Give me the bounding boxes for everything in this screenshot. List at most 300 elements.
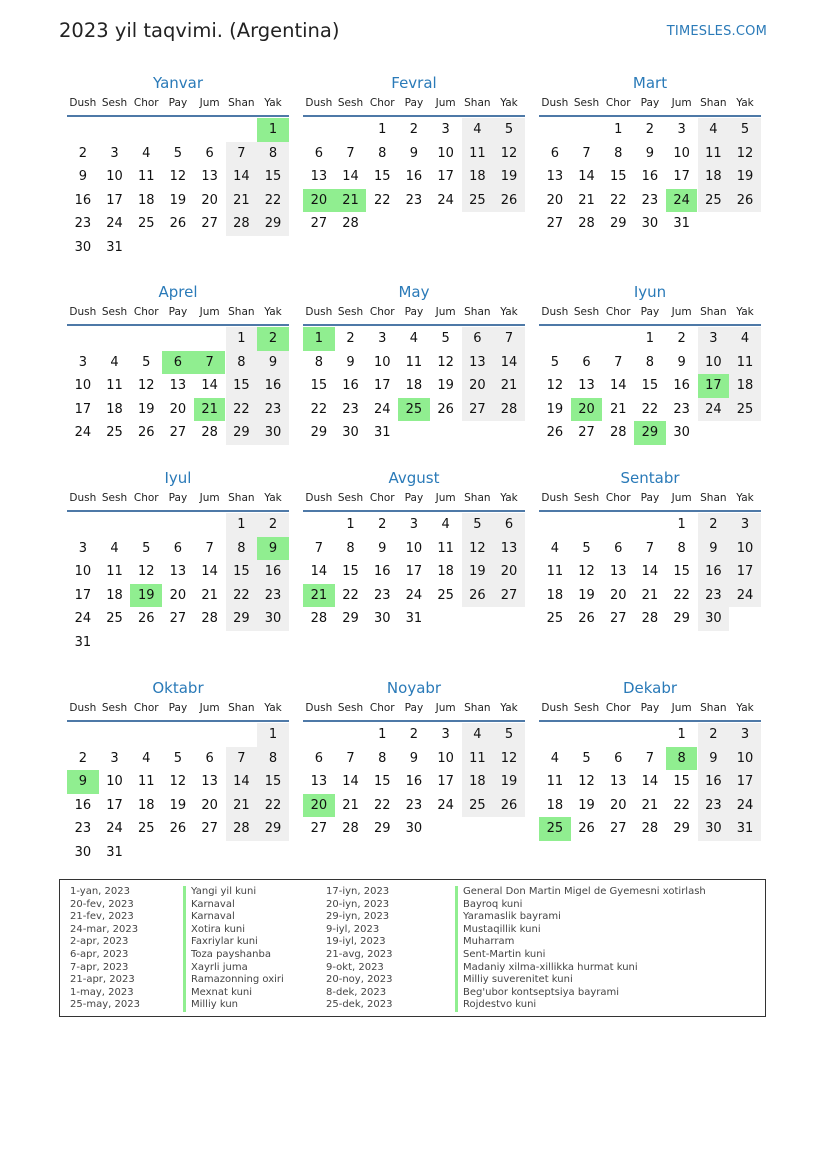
day-cell: 8 bbox=[346, 540, 355, 556]
day-cell: 31 bbox=[106, 240, 123, 255]
day-cell: 12 bbox=[462, 537, 494, 561]
day-cell: 10 bbox=[74, 378, 92, 394]
day-cell: 13 bbox=[609, 564, 627, 580]
legend-marker bbox=[455, 949, 458, 962]
day-cell: 30 bbox=[641, 216, 659, 232]
day-cell: 17 bbox=[373, 378, 391, 394]
weekday-label: Shan bbox=[700, 702, 727, 714]
day-cell: 12 bbox=[578, 564, 595, 580]
day-cell: 27 bbox=[609, 611, 627, 627]
legend-holiday-name: Sent-Martin kuni bbox=[463, 949, 546, 960]
day-cell: 24 bbox=[437, 797, 454, 813]
day-cell: 29 bbox=[609, 216, 627, 232]
day-cell: 28 bbox=[578, 216, 595, 232]
day-cell: 28 bbox=[641, 821, 659, 837]
legend-holiday-name: Toza payshanba bbox=[191, 949, 271, 960]
legend-marker bbox=[183, 911, 186, 924]
weekday-label: Dush bbox=[541, 702, 569, 714]
day-cell: 5 bbox=[550, 354, 559, 370]
day-cell: 15 bbox=[310, 378, 328, 394]
weekday-label: Jum bbox=[199, 492, 220, 504]
month-name: Iyul bbox=[164, 469, 192, 487]
day-cell: 15 bbox=[673, 774, 690, 790]
weekday-label: Yak bbox=[500, 492, 518, 504]
day-cell: 6 bbox=[614, 750, 623, 766]
day-cell: 21 bbox=[609, 401, 627, 417]
day-cell: 17 bbox=[106, 797, 123, 813]
legend-date: 24-mar, 2023 bbox=[70, 923, 139, 935]
legend-marker bbox=[455, 962, 458, 975]
day-cell: 14 bbox=[201, 564, 218, 580]
day-cell: 16 bbox=[257, 374, 289, 398]
legend-marker bbox=[455, 899, 458, 912]
day-cell: 3 bbox=[729, 513, 761, 537]
month-name: May bbox=[398, 283, 430, 301]
day-cell: 6 bbox=[614, 540, 623, 556]
day-cell: 16 bbox=[342, 378, 359, 394]
day-cell: 31 bbox=[74, 635, 92, 650]
weekday-label: Pay bbox=[168, 306, 188, 318]
day-cell: 27 bbox=[310, 216, 328, 232]
weekday-label: Yak bbox=[500, 97, 518, 109]
day-cell: 3 bbox=[729, 723, 761, 747]
day-cell: 11 bbox=[405, 354, 423, 370]
day-cell: 29 bbox=[673, 821, 690, 837]
day-cell: 5 bbox=[173, 750, 183, 766]
day-cell: 23 bbox=[673, 401, 690, 417]
holiday-day-cell: 19 bbox=[130, 584, 162, 608]
day-cell: 7 bbox=[205, 540, 214, 556]
day-cell: 25 bbox=[137, 216, 155, 232]
day-cell: 2 bbox=[78, 750, 87, 766]
day-cell: 20 bbox=[546, 192, 564, 208]
weekday-label: Chor bbox=[605, 306, 631, 318]
day-cell: 4 bbox=[441, 517, 450, 532]
day-cell: 19 bbox=[578, 797, 595, 813]
day-cell: 11 bbox=[137, 774, 155, 790]
day-cell: 8 bbox=[226, 351, 258, 375]
weekday-label: Dush bbox=[541, 97, 569, 109]
day-cell: 24 bbox=[405, 587, 423, 603]
day-cell: 13 bbox=[578, 378, 595, 394]
day-cell: 2 bbox=[409, 122, 419, 137]
month-name: Avgust bbox=[388, 469, 440, 487]
weekday-label: Sesh bbox=[337, 97, 364, 109]
day-cell: 31 bbox=[405, 611, 423, 627]
day-cell: 7 bbox=[346, 145, 355, 161]
day-cell: 26 bbox=[169, 821, 187, 837]
weekday-label: Chor bbox=[605, 702, 631, 714]
day-cell: 29 bbox=[257, 212, 289, 236]
legend-date: 20-fev, 2023 bbox=[70, 898, 134, 910]
day-cell: 16 bbox=[405, 774, 423, 790]
day-cell: 30 bbox=[373, 611, 391, 627]
day-cell: 6 bbox=[314, 750, 323, 766]
weekday-label: Yak bbox=[500, 702, 518, 714]
weekday-label: Jum bbox=[671, 492, 692, 504]
day-cell: 25 bbox=[698, 189, 730, 213]
day-cell: 24 bbox=[729, 584, 761, 608]
holiday-day-cell: 2 bbox=[257, 327, 289, 351]
weekday-label: Sesh bbox=[337, 306, 364, 318]
day-cell: 24 bbox=[74, 611, 92, 627]
day-cell: 20 bbox=[201, 797, 218, 813]
day-cell: 4 bbox=[550, 540, 559, 556]
weekday-label: Pay bbox=[640, 702, 660, 714]
day-cell: 26 bbox=[462, 584, 494, 608]
day-cell: 9 bbox=[698, 747, 730, 771]
day-cell: 17 bbox=[673, 169, 690, 185]
day-cell: 19 bbox=[437, 378, 454, 394]
day-cell: 18 bbox=[462, 165, 494, 189]
day-cell: 7 bbox=[614, 354, 623, 370]
day-cell: 23 bbox=[74, 216, 92, 232]
day-cell: 29 bbox=[342, 611, 359, 627]
day-cell: 9 bbox=[257, 351, 289, 375]
holiday-day-cell: 24 bbox=[666, 189, 698, 213]
day-cell: 1 bbox=[257, 723, 289, 747]
legend-holiday-name: Mustaqillik kuni bbox=[463, 923, 541, 935]
legend-date: 17-iyn, 2023 bbox=[326, 886, 390, 897]
day-cell: 14 bbox=[641, 774, 659, 790]
legend-date: 1-yan, 2023 bbox=[70, 886, 130, 897]
weekday-label: Yak bbox=[264, 306, 282, 318]
day-cell: 6 bbox=[205, 145, 214, 161]
weekday-label: Dush bbox=[69, 492, 97, 504]
day-cell: 6 bbox=[173, 540, 183, 556]
weekday-label: Jum bbox=[199, 97, 220, 109]
header-rule bbox=[303, 324, 525, 326]
day-cell: 29 bbox=[226, 607, 258, 631]
weekday-label: Sesh bbox=[337, 492, 364, 504]
legend-date: 20-noy, 2023 bbox=[326, 974, 393, 986]
day-cell: 3 bbox=[441, 727, 450, 742]
day-cell: 30 bbox=[405, 821, 423, 837]
day-cell: 4 bbox=[142, 750, 151, 766]
legend-holiday-name: Karnaval bbox=[191, 911, 235, 923]
day-cell: 1 bbox=[378, 122, 387, 137]
day-cell: 3 bbox=[110, 145, 119, 161]
header-rule bbox=[303, 720, 525, 722]
month-name: Oktabr bbox=[152, 679, 204, 697]
brand-link[interactable]: TIMESLES.COM bbox=[666, 24, 767, 39]
day-cell: 30 bbox=[74, 845, 92, 860]
day-cell: 28 bbox=[641, 611, 659, 627]
day-cell: 18 bbox=[546, 587, 564, 603]
day-cell: 6 bbox=[314, 145, 323, 161]
day-cell: 31 bbox=[673, 216, 690, 232]
day-cell: 13 bbox=[201, 774, 218, 790]
day-cell: 19 bbox=[578, 587, 595, 603]
day-cell: 4 bbox=[110, 540, 119, 556]
day-cell: 1 bbox=[226, 513, 258, 537]
day-cell: 17 bbox=[437, 169, 454, 185]
day-cell: 15 bbox=[641, 378, 659, 394]
holiday-day-cell: 25 bbox=[539, 817, 571, 841]
day-cell: 3 bbox=[441, 122, 450, 137]
day-cell: 12 bbox=[437, 354, 454, 370]
day-cell: 22 bbox=[641, 401, 659, 417]
day-cell: 24 bbox=[106, 216, 123, 232]
day-cell: 27 bbox=[493, 584, 525, 608]
day-cell: 28 bbox=[493, 398, 525, 422]
day-cell: 30 bbox=[257, 421, 289, 445]
holiday-day-cell: 21 bbox=[194, 398, 226, 422]
weekday-label: Shan bbox=[700, 97, 727, 109]
day-cell: 23 bbox=[373, 587, 391, 603]
day-cell: 18 bbox=[405, 378, 423, 394]
day-cell: 14 bbox=[342, 169, 359, 185]
day-cell: 16 bbox=[405, 169, 423, 185]
header-rule bbox=[539, 324, 761, 326]
day-cell: 26 bbox=[578, 821, 595, 837]
holiday-day-cell: 20 bbox=[571, 398, 603, 422]
day-cell: 10 bbox=[405, 540, 423, 556]
holiday-legend bbox=[59, 879, 766, 1017]
legend-holiday-name: Mexnat kuni bbox=[191, 986, 253, 998]
day-cell: 19 bbox=[169, 797, 187, 813]
day-cell: 28 bbox=[226, 212, 258, 236]
legend-marker bbox=[183, 999, 186, 1012]
day-cell: 26 bbox=[578, 611, 595, 627]
legend-date: 9-iyl, 2023 bbox=[326, 923, 380, 935]
day-cell: 12 bbox=[169, 169, 187, 185]
legend-holiday-name: Karnaval bbox=[191, 898, 235, 910]
day-cell: 2 bbox=[645, 122, 655, 137]
day-cell: 28 bbox=[310, 611, 328, 627]
weekday-label: Jum bbox=[671, 97, 692, 109]
day-cell: 10 bbox=[437, 750, 454, 766]
holiday-day-cell: 7 bbox=[194, 351, 226, 375]
legend-holiday-name: Yaramaslik bayrami bbox=[463, 911, 561, 923]
day-cell: 6 bbox=[462, 327, 494, 351]
day-cell: 20 bbox=[169, 587, 187, 603]
weekday-label: Pay bbox=[640, 492, 660, 504]
day-cell: 2 bbox=[78, 145, 87, 161]
day-cell: 8 bbox=[645, 354, 655, 370]
header-rule bbox=[67, 324, 289, 326]
day-cell: 31 bbox=[373, 425, 391, 441]
day-cell: 17 bbox=[729, 560, 761, 584]
weekday-label: Jum bbox=[671, 702, 692, 714]
legend-date: 25-dek, 2023 bbox=[326, 999, 393, 1011]
day-cell: 10 bbox=[106, 169, 123, 185]
day-cell: 7 bbox=[645, 750, 655, 766]
header-rule bbox=[303, 510, 525, 512]
month-name: Mart bbox=[632, 74, 668, 92]
day-cell: 22 bbox=[226, 398, 258, 422]
day-cell: 17 bbox=[729, 770, 761, 794]
header-rule bbox=[539, 115, 761, 117]
day-cell: 22 bbox=[257, 794, 289, 818]
day-cell: 12 bbox=[729, 142, 761, 166]
day-cell: 14 bbox=[201, 378, 218, 394]
day-cell: 2 bbox=[409, 727, 419, 742]
day-cell: 31 bbox=[729, 817, 761, 841]
day-cell: 9 bbox=[78, 169, 87, 185]
day-cell: 1 bbox=[677, 727, 686, 742]
day-cell: 8 bbox=[677, 540, 686, 556]
month-name: Yanvar bbox=[152, 74, 204, 92]
legend-date: 19-iyl, 2023 bbox=[326, 936, 386, 948]
day-cell: 7 bbox=[493, 327, 525, 351]
weekday-label: Dush bbox=[305, 492, 333, 504]
holiday-day-cell: 21 bbox=[335, 189, 367, 213]
day-cell: 24 bbox=[729, 794, 761, 818]
day-cell: 23 bbox=[405, 192, 423, 208]
day-cell: 12 bbox=[493, 747, 525, 771]
day-cell: 11 bbox=[462, 747, 494, 771]
header-rule bbox=[303, 115, 525, 117]
day-cell: 22 bbox=[673, 587, 690, 603]
holiday-day-cell: 1 bbox=[303, 327, 335, 351]
day-cell: 8 bbox=[226, 537, 258, 561]
day-cell: 5 bbox=[142, 354, 151, 370]
day-cell: 22 bbox=[342, 587, 359, 603]
day-cell: 19 bbox=[493, 165, 525, 189]
day-cell: 23 bbox=[257, 584, 289, 608]
weekday-label: Shan bbox=[228, 306, 255, 318]
legend-holiday-name: Madaniy xilma-xillikka hurmat kuni bbox=[463, 961, 638, 973]
weekday-label: Shan bbox=[464, 492, 491, 504]
weekday-label: Chor bbox=[133, 97, 159, 109]
month-name: Noyabr bbox=[386, 679, 442, 697]
day-cell: 12 bbox=[493, 142, 525, 166]
day-cell: 3 bbox=[409, 517, 419, 532]
weekday-label: Chor bbox=[369, 492, 395, 504]
day-cell: 16 bbox=[257, 560, 289, 584]
weekday-label: Chor bbox=[133, 306, 159, 318]
day-cell: 17 bbox=[437, 774, 454, 790]
holiday-day-cell: 9 bbox=[67, 770, 99, 794]
legend-date: 21-avg, 2023 bbox=[326, 949, 393, 960]
day-cell: 25 bbox=[462, 189, 494, 213]
day-cell: 22 bbox=[310, 401, 328, 417]
day-cell: 28 bbox=[226, 817, 258, 841]
day-cell: 22 bbox=[373, 192, 391, 208]
weekday-label: Pay bbox=[404, 306, 424, 318]
legend-marker bbox=[183, 936, 186, 949]
weekday-label: Pay bbox=[640, 306, 660, 318]
day-cell: 2 bbox=[677, 331, 686, 346]
day-cell: 19 bbox=[493, 770, 525, 794]
day-cell: 20 bbox=[462, 374, 494, 398]
day-cell: 18 bbox=[698, 165, 730, 189]
day-cell: 11 bbox=[698, 142, 730, 166]
day-cell: 15 bbox=[673, 564, 690, 580]
day-cell: 22 bbox=[673, 797, 690, 813]
day-cell: 10 bbox=[74, 564, 92, 580]
day-cell: 23 bbox=[342, 401, 359, 417]
day-cell: 15 bbox=[226, 374, 258, 398]
day-cell: 12 bbox=[546, 378, 564, 394]
day-cell: 22 bbox=[257, 189, 289, 213]
day-cell: 18 bbox=[437, 564, 454, 580]
weekday-label: Chor bbox=[369, 306, 395, 318]
day-cell: 15 bbox=[609, 169, 627, 185]
day-cell: 5 bbox=[729, 118, 761, 142]
weekday-label: Yak bbox=[736, 306, 754, 318]
day-cell: 29 bbox=[310, 425, 328, 441]
legend-marker bbox=[455, 924, 458, 937]
day-cell: 18 bbox=[106, 401, 123, 417]
day-cell: 13 bbox=[609, 774, 627, 790]
legend-holiday-name: Beg'ubor kontseptsiya bayrami bbox=[463, 986, 620, 998]
weekday-label: Jum bbox=[435, 492, 456, 504]
day-cell: 11 bbox=[546, 774, 564, 790]
day-cell: 13 bbox=[310, 774, 328, 790]
month-name: Sentabr bbox=[620, 469, 680, 487]
weekday-label: Shan bbox=[228, 702, 255, 714]
day-cell: 24 bbox=[698, 398, 730, 422]
weekday-label: Sesh bbox=[101, 492, 128, 504]
weekday-label: Chor bbox=[133, 702, 159, 714]
month-name: Aprel bbox=[158, 283, 198, 301]
weekday-label: Chor bbox=[369, 702, 395, 714]
weekday-label: Dush bbox=[69, 702, 97, 714]
day-cell: 28 bbox=[201, 425, 218, 441]
day-cell: 21 bbox=[641, 587, 659, 603]
day-cell: 9 bbox=[378, 540, 387, 556]
day-cell: 3 bbox=[698, 327, 730, 351]
weekday-label: Jum bbox=[435, 702, 456, 714]
day-cell: 19 bbox=[729, 165, 761, 189]
day-cell: 23 bbox=[74, 821, 92, 837]
day-cell: 1 bbox=[378, 727, 387, 742]
day-cell: 7 bbox=[226, 142, 258, 166]
weekday-label: Dush bbox=[541, 306, 569, 318]
day-cell: 14 bbox=[226, 770, 258, 794]
weekday-label: Shan bbox=[228, 97, 255, 109]
day-cell: 4 bbox=[409, 331, 419, 346]
legend-holiday-name: Faxriylar kuni bbox=[191, 936, 258, 948]
legend-date: 7-apr, 2023 bbox=[70, 961, 129, 973]
day-cell: 26 bbox=[729, 189, 761, 213]
day-cell: 9 bbox=[346, 354, 355, 370]
day-cell: 10 bbox=[373, 354, 391, 370]
day-cell: 20 bbox=[609, 587, 627, 603]
day-cell: 7 bbox=[226, 747, 258, 771]
day-cell: 27 bbox=[578, 425, 595, 441]
day-cell: 18 bbox=[546, 797, 564, 813]
weekday-label: Sesh bbox=[573, 702, 600, 714]
weekday-label: Yak bbox=[736, 97, 754, 109]
day-cell: 12 bbox=[137, 378, 155, 394]
day-cell: 28 bbox=[342, 216, 359, 232]
holiday-day-cell: 9 bbox=[257, 537, 289, 561]
weekday-label: Pay bbox=[404, 492, 424, 504]
day-cell: 19 bbox=[169, 192, 187, 208]
day-cell: 10 bbox=[437, 145, 454, 161]
weekday-label: Dush bbox=[69, 97, 97, 109]
day-cell: 12 bbox=[169, 774, 187, 790]
day-cell: 2 bbox=[257, 513, 289, 537]
day-cell: 8 bbox=[614, 145, 623, 161]
day-cell: 27 bbox=[169, 611, 187, 627]
month-name: Iyun bbox=[633, 283, 667, 301]
day-cell: 26 bbox=[169, 216, 187, 232]
day-cell: 14 bbox=[310, 564, 328, 580]
day-cell: 18 bbox=[106, 587, 123, 603]
day-cell: 27 bbox=[609, 821, 627, 837]
day-cell: 21 bbox=[641, 797, 659, 813]
day-cell: 14 bbox=[493, 351, 525, 375]
day-cell: 18 bbox=[729, 374, 761, 398]
weekday-label: Chor bbox=[369, 97, 395, 109]
day-cell: 3 bbox=[110, 750, 119, 766]
day-cell: 21 bbox=[493, 374, 525, 398]
day-cell: 9 bbox=[409, 145, 419, 161]
